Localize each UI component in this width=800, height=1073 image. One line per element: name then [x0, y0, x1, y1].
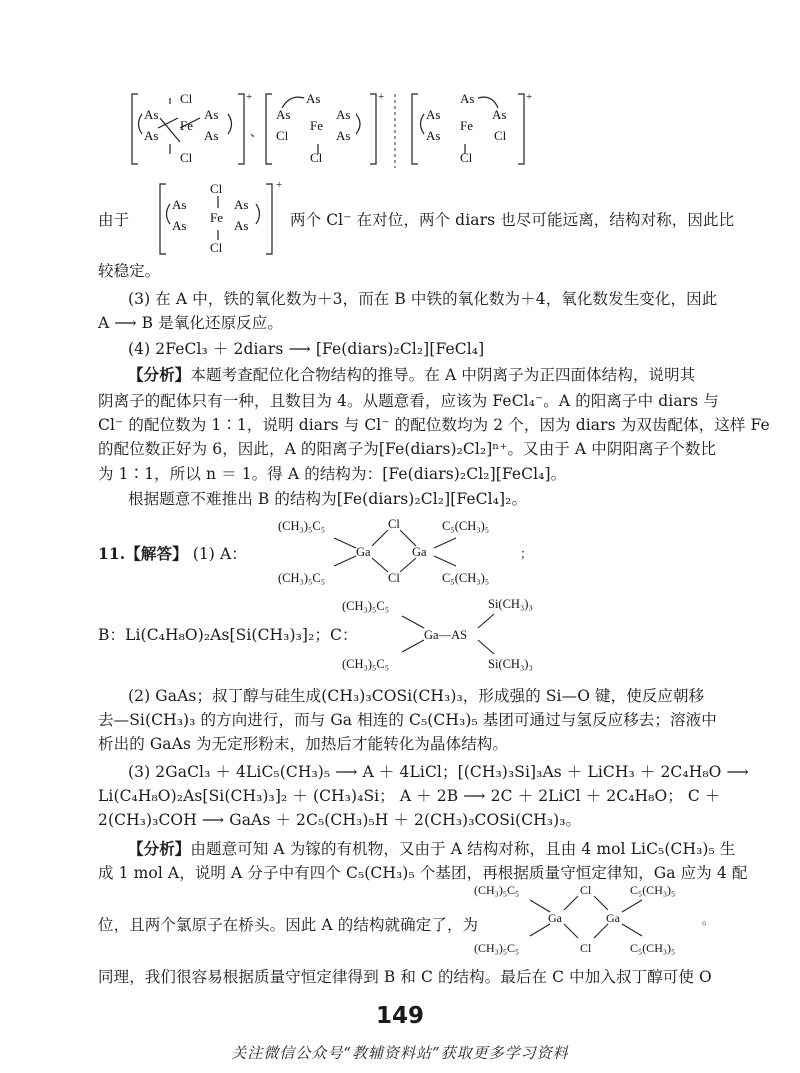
text-line: Cl⁻ 的配位数为 1∶1，说明 diars 与 Cl⁻ 的配位数均为 2 个，因为 diars 为双齿配体，这样 Fe	[98, 416, 770, 434]
svg-text:C₅(CH₃)₅: C₅(CH₃)₅	[630, 941, 676, 955]
text-line: 去—Si(CH₃)₃ 的方向进行，而与 Ga 相连的 C₅(CH₃)₅ 基团可通过与氢反应移去；溶液中	[98, 711, 717, 729]
svg-text:As: As	[234, 197, 249, 212]
svg-text:As: As	[204, 128, 219, 143]
svg-text:；: ；	[520, 547, 533, 561]
svg-text:Fe: Fe	[180, 118, 193, 133]
svg-text:Ga: Ga	[548, 911, 562, 925]
answer-11-tag: 11.【解答】	[98, 544, 188, 563]
svg-text:As: As	[204, 107, 219, 122]
text-line: 阴离子的配体只有一种，且数目为 4。从题意看，应该为 FeCl₄⁻。A 的阳离子中 diars 与	[98, 392, 719, 410]
svg-text:Ga—AS: Ga—AS	[424, 628, 468, 642]
svg-text:。: 。	[702, 913, 715, 927]
fe-complex-structure-trans	[148, 178, 298, 264]
text-line: Li(C₄H₈O)₂As[Si(CH₃)₃]₂ ＋ (CH₃)₄Si； A ＋ 2B ⟶ 2C ＋ 2LiCl ＋ 2C₄H₈O； C ＋	[98, 787, 721, 805]
text-line: 【分析】本题考查配位化合物结构的推导。在 A 中阴离子为正四面体结构，说明其	[128, 365, 696, 384]
text-line: 成 1 mol A，说明 A 分子中有四个 C₅(CH₃)₅ 个基团，再根据质量守恒定律知，Ga 应为 4 配	[98, 864, 748, 882]
svg-text:Cl: Cl	[276, 128, 289, 143]
svg-text:Si(CH₃)₃: Si(CH₃)₃	[488, 657, 533, 671]
svg-text:(CH₃)₅C₅: (CH₃)₅C₅	[474, 941, 520, 955]
svg-text:+: +	[378, 91, 385, 103]
svg-text:As: As	[336, 128, 351, 143]
svg-text:As: As	[460, 91, 475, 106]
page-number: 149	[375, 1003, 424, 1029]
svg-text:Cl: Cl	[460, 150, 473, 165]
text-line: (2) GaAs；叔丁醇与硅生成(CH₃)₃COSi(CH₃)₃，形成强的 Si—O 键，使反应朝移	[128, 687, 705, 705]
svg-text:Cl: Cl	[494, 128, 507, 143]
text-line: B：Li(C₄H₈O)₂As[Si(CH₃)₃]₂；C：	[98, 626, 358, 644]
svg-text:As: As	[144, 128, 159, 143]
svg-text:As: As	[336, 107, 351, 122]
svg-text:(CH₃)₅C₅: (CH₃)₅C₅	[278, 519, 326, 533]
text-line: 同理，我们很容易根据质量守恒定律得到 B 和 C 的结构。最后在 C 中加入叔丁醇可使 O	[98, 968, 712, 986]
svg-text:C₅(CH₃)₅: C₅(CH₃)₅	[442, 571, 490, 585]
svg-text:、: 、	[250, 124, 264, 139]
text-line: (3) 在 A 中，铁的氧化数为＋3，而在 B 中铁的氧化数为＋4，氧化数发生变化，因此	[128, 290, 718, 308]
svg-text:As: As	[172, 197, 187, 212]
svg-text:Fe: Fe	[210, 210, 223, 225]
text-line: A ⟶ B 是氧化还原反应。	[98, 314, 283, 332]
svg-text:As: As	[426, 128, 441, 143]
svg-text:Cl: Cl	[210, 240, 223, 255]
text-line: 由于	[98, 211, 130, 229]
svg-text:(CH₃)₅C₅: (CH₃)₅C₅	[342, 657, 390, 671]
svg-text:(CH₃)₅C₅: (CH₃)₅C₅	[342, 599, 390, 613]
text-line: 2(CH₃)₃COH ⟶ GaAs ＋ 2C₅(CH₃)₅H ＋ 2(CH₃)₃COSi(CH₃)₃。	[98, 811, 582, 829]
text-line: 较稳定。	[98, 262, 161, 280]
svg-text:As: As	[172, 218, 187, 233]
cl-atom: Cl	[180, 91, 193, 106]
text-line: 位，且两个氯原子在桥头。因此 A 的结构就确定了，为	[98, 916, 479, 934]
text-line: 根据题意不难推出 B 的结构为[Fe(diars)₂Cl₂][FeCl₄]₂。	[128, 490, 528, 508]
svg-text:(CH₃)₅C₅: (CH₃)₅C₅	[474, 883, 520, 897]
svg-text:Cl: Cl	[388, 571, 400, 585]
svg-text:Cl: Cl	[310, 150, 323, 165]
svg-text:C₅(CH₃)₅: C₅(CH₃)₅	[442, 519, 490, 533]
fe-complex-structures-row	[120, 88, 540, 176]
svg-text:Cl: Cl	[580, 883, 592, 897]
text-line: 的配位数正好为 6，因此，A 的阳离子为[Fe(diars)₂Cl₂]ⁿ⁺。又由于 A 中阴阳离子个数比	[98, 440, 717, 458]
text-line: (4) 2FeCl₃ ＋ 2diars ⟶ [Fe(diars)₂Cl₂][FeCl₄]	[128, 340, 485, 358]
svg-text:(CH₃)₅C₅: (CH₃)₅C₅	[278, 571, 326, 585]
svg-text:Si(CH₃)₃: Si(CH₃)₃	[488, 597, 533, 611]
svg-text:As: As	[276, 107, 291, 122]
svg-text:As: As	[306, 91, 321, 106]
svg-text:Cl: Cl	[180, 150, 193, 165]
answer-11-line: 11.【解答】 (1) A：	[98, 544, 247, 563]
svg-text:C₅(CH₃)₅: C₅(CH₃)₅	[630, 883, 676, 897]
text-line: 两个 Cl⁻ 在对位，两个 diars 也尽可能远离，结构对称，因此比	[290, 211, 735, 229]
analysis-tag: 【分析】	[128, 839, 191, 858]
svg-text:+: +	[246, 91, 253, 103]
text-line: 【分析】由题意可知 A 为镓的有机物，又由于 A 结构对称，且由 4 mol LiC₅(CH₃)₅ 生	[128, 839, 736, 858]
svg-text:Cl: Cl	[580, 941, 592, 955]
svg-text:As: As	[492, 107, 507, 122]
text-line: 析出的 GaAs 为无定形粉末，加热后才能转化为晶体结构。	[98, 735, 509, 753]
structure-A	[272, 514, 532, 590]
svg-text:Cl: Cl	[210, 181, 223, 196]
structure-A-inline	[470, 880, 715, 960]
svg-text:Fe: Fe	[310, 118, 323, 133]
svg-text:Ga: Ga	[356, 545, 371, 559]
structure-C	[338, 594, 578, 678]
svg-text:+: +	[276, 179, 283, 191]
svg-text:Cl: Cl	[388, 517, 400, 531]
text-line: (3) 2GaCl₃ ＋ 4LiC₅(CH₃)₅ ⟶ A ＋ 4LiCl；[(CH₃)₃Si]₃As ＋ LiCH₃ ＋ 2C₄H₈O ⟶	[128, 763, 749, 781]
svg-text:Ga: Ga	[606, 911, 620, 925]
analysis-tag: 【分析】	[128, 365, 191, 384]
svg-text:Fe: Fe	[460, 118, 473, 133]
svg-text:+: +	[526, 91, 533, 103]
svg-text:As: As	[144, 107, 159, 122]
svg-text:As: As	[234, 218, 249, 233]
footer-note: 关注微信公众号“教辅资料站”获取更多学习资料	[231, 1044, 569, 1062]
svg-text:Ga: Ga	[412, 545, 427, 559]
svg-text:As: As	[426, 107, 441, 122]
text-line: 为 1∶1，所以 n ＝ 1。得 A 的结构为：[Fe(diars)₂Cl₂][FeCl₄]。	[98, 465, 567, 483]
